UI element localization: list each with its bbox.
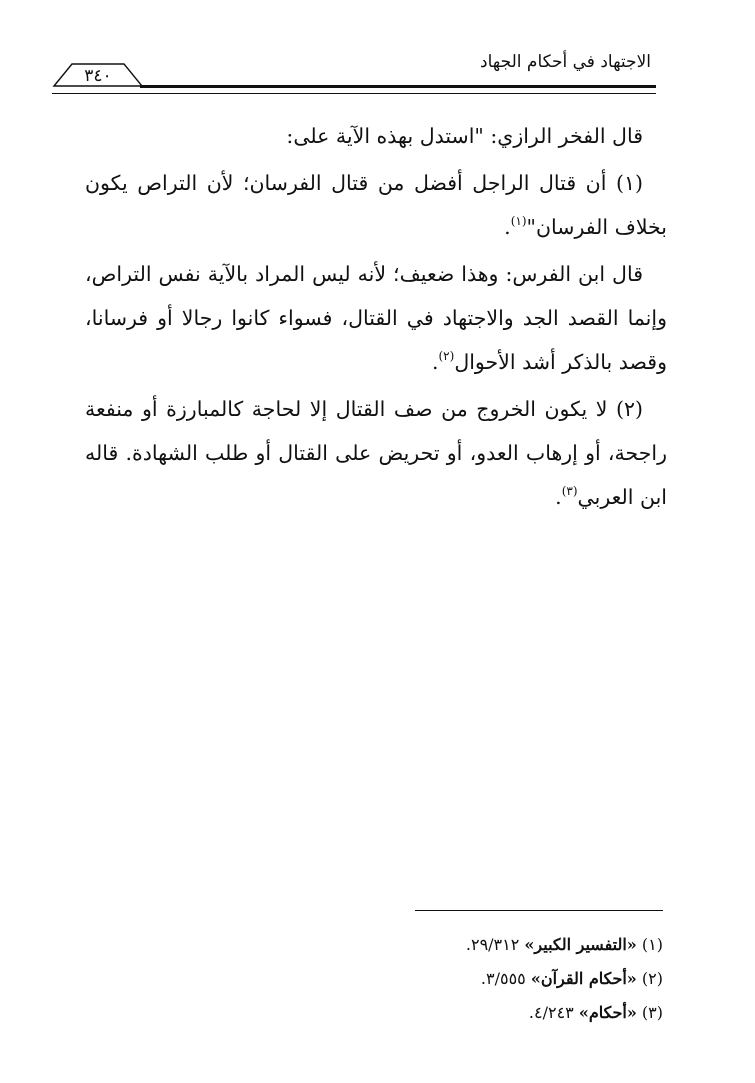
footnote-item <box>263 962 663 996</box>
footnote-item <box>263 996 663 1030</box>
body-text <box>85 114 667 522</box>
footnote-item <box>263 928 663 962</box>
paragraph-3-end: . <box>431 350 439 374</box>
paragraph-2 <box>85 161 667 249</box>
footnote-reference: ٢٩/٣١٢. <box>465 935 520 954</box>
paragraph-2-text: (١) أن قتال الراجل أفضل من قتال الفرسان؛ لأن التراص يكون بخلاف الفرسان" <box>85 171 667 239</box>
paragraph-3-text: قال ابن الفرس: وهذا ضعيف؛ لأنه ليس المراد بالآية نفس التراص، وإنما القصد الجد والاجتهاد في القتال، فسواء كانوا رجالا أو فرسانا، وقصد بالذكر أشد الأحوال <box>85 262 667 374</box>
footnote-number: (٣) <box>641 1003 663 1022</box>
footnote-number: (٢) <box>641 969 663 988</box>
footnote-reference: ٣/٥٥٥. <box>480 969 526 988</box>
header-rule-thin <box>52 93 656 94</box>
footnote-source-title: «التفسير الكبير» <box>524 935 637 954</box>
footnote-ref-2: (٢) <box>438 349 455 363</box>
footnote-source-title: «أحكام القرآن» <box>530 969 637 988</box>
page-number-badge <box>52 61 144 93</box>
footnote-source-title: «أحكام» <box>578 1003 637 1022</box>
footnote-ref-1: (١) <box>510 214 527 228</box>
paragraph-2-end: . <box>504 215 511 239</box>
footnote-ref-3: (٣) <box>561 484 578 498</box>
header-rule-thick <box>140 85 656 88</box>
page-number: ٣٤٠ <box>84 66 112 86</box>
paragraph-4-end: . <box>555 485 562 509</box>
paragraph-1: قال الفخر الرازي: "استدل بهذه الآية على: <box>286 124 643 148</box>
paragraph-4-text: (٢) لا يكون الخروج من صف القتال إلا لحاجة كالمبارزة أو منفعة راجحة، أو إرهاب العدو، أو تحريض على القتال أو طلب الشهادة. قاله ابن العربي <box>85 397 667 509</box>
paragraph-3 <box>85 252 667 384</box>
running-title: الاجتهاد في أحكام الجهاد <box>480 52 651 72</box>
footnotes <box>263 928 663 1030</box>
footnote-reference: ٤/٢٤٣. <box>528 1003 574 1022</box>
footnote-number: (١) <box>641 935 663 954</box>
paragraph-4 <box>85 387 667 519</box>
footnote-separator <box>415 910 663 911</box>
